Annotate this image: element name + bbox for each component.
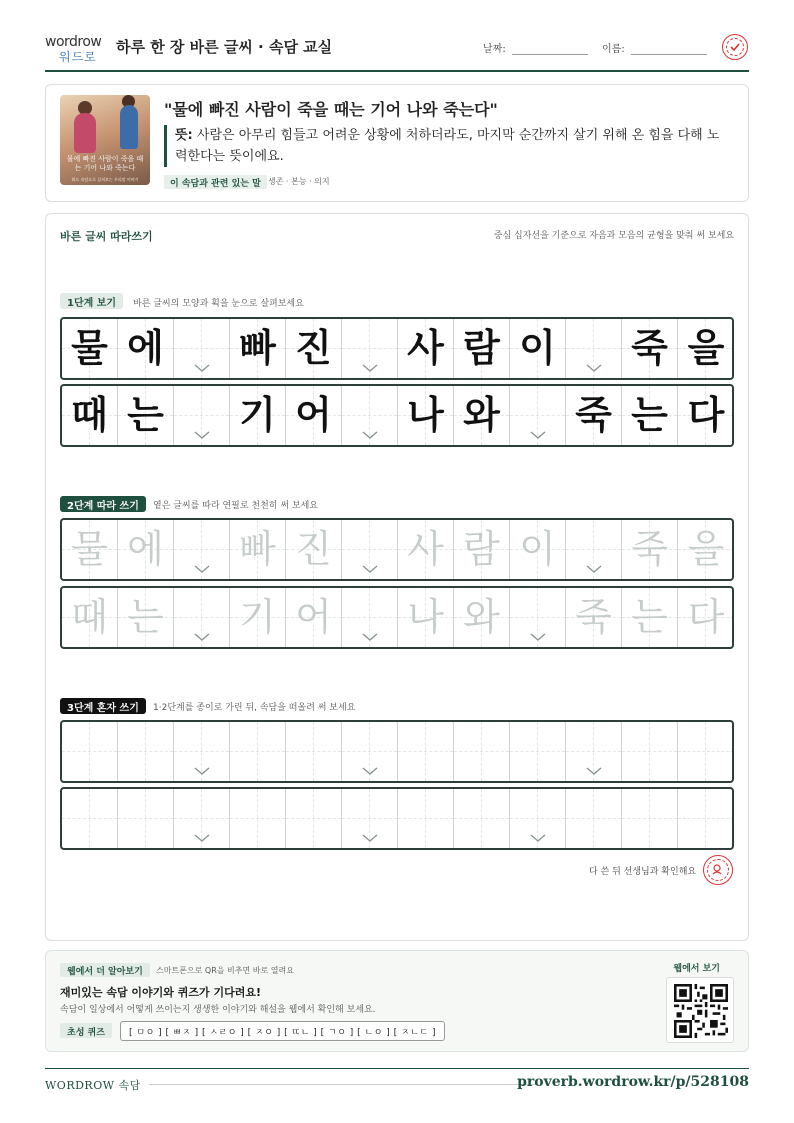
- writing-cell[interactable]: [118, 520, 174, 579]
- approval-stamp-icon: [722, 34, 748, 60]
- logo-korean: 워드로: [59, 50, 97, 64]
- writing-cell: [286, 386, 342, 445]
- syllable-glyph: 사: [407, 326, 444, 370]
- syllable-glyph: 진: [295, 326, 332, 370]
- space-mark-icon: [194, 564, 210, 574]
- writing-cell[interactable]: [174, 789, 230, 848]
- writing-cell: [286, 319, 342, 378]
- space-mark-icon: [530, 833, 546, 843]
- name-line: [631, 45, 707, 55]
- step2-row-1[interactable]: [60, 518, 734, 581]
- writing-cell[interactable]: [286, 789, 342, 848]
- writing-cell[interactable]: [342, 789, 398, 848]
- syllable-glyph: 을: [687, 326, 725, 370]
- writing-cell[interactable]: [622, 588, 678, 647]
- writing-cell[interactable]: [510, 722, 566, 781]
- syllable-glyph: 죽: [575, 595, 612, 639]
- syllable-glyph: 에: [127, 527, 164, 571]
- web-section: [45, 950, 749, 1052]
- illustration-caption: 물에 빠진 사람이 죽을 때는 기어 나와 죽는다: [66, 155, 144, 172]
- syllable-glyph: 다: [687, 393, 725, 437]
- writing-cell: [454, 386, 510, 445]
- writing-cell: [342, 386, 398, 445]
- date-label: 날짜:: [483, 44, 506, 55]
- syllable-glyph: 어: [295, 595, 332, 639]
- space-mark-icon: [194, 430, 210, 440]
- writing-cell[interactable]: [678, 520, 734, 579]
- syllable-glyph: 죽: [631, 326, 668, 370]
- writing-cell[interactable]: [342, 722, 398, 781]
- writing-cell: [174, 319, 230, 378]
- writing-cell: [510, 386, 566, 445]
- space-mark-icon: [194, 766, 210, 776]
- space-mark-icon: [362, 766, 378, 776]
- step1-row-2: [60, 384, 734, 447]
- writing-cell[interactable]: [230, 520, 286, 579]
- syllable-glyph: 는: [127, 393, 164, 437]
- writing-cell: [398, 319, 454, 378]
- syllable-glyph: 와: [463, 595, 500, 639]
- meaning-text: 사람은 아무리 힘들고 어려운 상황에 처하더라도, 마지막 순간까지 살기 위해 온 힘을 다해 노력한다는 뜻이에요.: [175, 128, 720, 164]
- footer-brand: WORDROW 속담: [45, 1079, 141, 1092]
- writing-cell[interactable]: [454, 722, 510, 781]
- space-mark-icon: [586, 766, 602, 776]
- writing-cell[interactable]: [454, 520, 510, 579]
- writing-cell[interactable]: [62, 789, 118, 848]
- wordrow-logo: [45, 34, 109, 66]
- practice-title: 바른 글씨 따라쓰기: [60, 230, 153, 243]
- syllable-glyph: 는: [631, 393, 668, 437]
- syllable-glyph: 나: [407, 595, 444, 639]
- syllable-glyph: 람: [463, 527, 500, 571]
- syllable-glyph: 기: [239, 393, 276, 437]
- writing-cell[interactable]: [286, 722, 342, 781]
- syllable-glyph: 물: [71, 527, 108, 571]
- writing-cell[interactable]: [566, 520, 622, 579]
- writing-cell[interactable]: [510, 588, 566, 647]
- syllable-glyph: 는: [631, 595, 668, 639]
- page-title: 하루 한 장 바른 글씨 · 속담 교실: [116, 38, 333, 56]
- practice-note: 중심 십자선을 기준으로 자음과 모음의 균형을 맞춰 써 보세요: [493, 231, 734, 241]
- step2-label: 2단계 따라 쓰기: [60, 496, 146, 512]
- qr-code-icon[interactable]: [666, 977, 734, 1043]
- writing-cell[interactable]: [454, 789, 510, 848]
- writing-cell[interactable]: [398, 520, 454, 579]
- syllable-glyph: 다: [687, 595, 725, 639]
- space-mark-icon: [530, 632, 546, 642]
- proverb-meaning: [164, 125, 724, 167]
- syllable-glyph: 기: [239, 595, 276, 639]
- teacher-check-note: 다 쓴 뒤 선생님과 확인해요: [589, 867, 697, 877]
- writing-cell[interactable]: [174, 520, 230, 579]
- syllable-glyph: 죽: [575, 393, 612, 437]
- writing-cell[interactable]: [342, 520, 398, 579]
- space-mark-icon: [194, 632, 210, 642]
- quiz-label: 초성 퀴즈: [60, 1023, 112, 1038]
- syllable-glyph: 죽: [631, 527, 668, 571]
- footer-url[interactable]: proverb.wordrow.kr/p/528108: [517, 1074, 749, 1090]
- space-mark-icon: [362, 564, 378, 574]
- syllable-glyph: 때: [71, 595, 108, 639]
- initial-consonant-quiz: [ ㅁㅇ ] [ ㅃㅈ ] [ ㅅㄹㅇ ] [ ㅈㅇ ] [ ㄸㄴ ] [ ㄱㅇ ] [ ㄴㅇ ] [ ㅈㄴㄷ ]: [120, 1021, 445, 1041]
- web-description: 속담이 일상에서 어떻게 쓰이는지 생생한 이야기와 해설을 웹에서 확인해 보세요.: [60, 1005, 376, 1015]
- writing-cell[interactable]: [510, 789, 566, 848]
- writing-cell: [230, 319, 286, 378]
- syllable-glyph: 와: [463, 393, 500, 437]
- syllable-glyph: 이: [519, 527, 556, 571]
- writing-cell: [230, 386, 286, 445]
- writing-cell: [678, 319, 734, 378]
- meaning-label: 뜻:: [175, 128, 193, 143]
- space-mark-icon: [194, 363, 210, 373]
- writing-cell[interactable]: [622, 722, 678, 781]
- syllable-glyph: 때: [71, 393, 108, 437]
- step3-row-1[interactable]: [60, 720, 734, 783]
- step1-label: 1단계 보기: [60, 293, 123, 309]
- writing-cell[interactable]: [622, 789, 678, 848]
- syllable-glyph: 에: [127, 326, 164, 370]
- step1-row-1: [60, 317, 734, 380]
- date-field[interactable]: [483, 40, 588, 55]
- writing-cell[interactable]: [230, 588, 286, 647]
- space-mark-icon: [362, 430, 378, 440]
- logo-wordmark: wordrow: [45, 34, 102, 50]
- syllable-glyph: 을: [687, 527, 725, 571]
- qr-code-graphic: [674, 984, 728, 1038]
- writing-cell[interactable]: [398, 588, 454, 647]
- writing-cell[interactable]: [286, 588, 342, 647]
- page-header: [45, 28, 749, 72]
- writing-cell: [622, 319, 678, 378]
- step3-row-2[interactable]: [60, 787, 734, 850]
- syllable-glyph: 어: [295, 393, 332, 437]
- space-mark-icon: [362, 363, 378, 373]
- writing-cell: [678, 386, 734, 445]
- step2-note: 옅은 글씨를 따라 연필로 천천히 써 보세요: [153, 501, 318, 511]
- writing-cell: [510, 319, 566, 378]
- page-footer: [45, 1068, 749, 1098]
- footer-divider: [149, 1084, 539, 1085]
- syllable-glyph: 이: [519, 326, 556, 370]
- writing-cell[interactable]: [286, 520, 342, 579]
- related-words: 생존 · 본능 · 의지: [268, 177, 330, 186]
- related-words-tag: 이 속담과 관련 있는 말: [164, 175, 267, 189]
- web-headline: 재미있는 속담 이야기와 퀴즈가 기다려요!: [60, 986, 261, 999]
- writing-cell: [342, 319, 398, 378]
- teacher-stamp-icon: [703, 855, 733, 885]
- writing-cell: [454, 319, 510, 378]
- writing-cell: [566, 319, 622, 378]
- space-mark-icon: [530, 430, 546, 440]
- web-label: 웹에서 더 알아보기: [60, 963, 150, 977]
- space-mark-icon: [194, 833, 210, 843]
- syllable-glyph: 나: [407, 393, 444, 437]
- writing-cell[interactable]: [342, 588, 398, 647]
- syllable-glyph: 사: [407, 527, 444, 571]
- syllable-glyph: 람: [463, 326, 500, 370]
- writing-cell: [62, 386, 118, 445]
- writing-cell[interactable]: [678, 588, 734, 647]
- name-label: 이름:: [602, 44, 625, 55]
- syllable-glyph: 진: [295, 527, 332, 571]
- syllable-glyph: 물: [71, 326, 108, 370]
- writing-cell[interactable]: [566, 588, 622, 647]
- writing-cell: [566, 386, 622, 445]
- syllable-glyph: 빠: [239, 527, 276, 571]
- space-mark-icon: [586, 363, 602, 373]
- writing-cell[interactable]: [230, 789, 286, 848]
- writing-cell[interactable]: [62, 722, 118, 781]
- illustration-subcaption: 워드 속담으로 살펴보는 우리말 이야기: [71, 177, 139, 182]
- writing-cell[interactable]: [398, 722, 454, 781]
- step3-label: 3단계 혼자 쓰기: [60, 698, 146, 714]
- syllable-glyph: 는: [127, 595, 164, 639]
- writing-cell[interactable]: [678, 789, 734, 848]
- writing-cell: [118, 319, 174, 378]
- writing-cell[interactable]: [566, 789, 622, 848]
- space-mark-icon: [362, 833, 378, 843]
- writing-cell[interactable]: [510, 520, 566, 579]
- writing-cell: [174, 386, 230, 445]
- writing-cell[interactable]: [118, 588, 174, 647]
- step1-note: 바른 글씨의 모양과 획을 눈으로 살펴보세요: [133, 299, 304, 309]
- proverb-card: [45, 84, 749, 202]
- writing-cell[interactable]: [118, 722, 174, 781]
- step3-note: 1·2단계를 종이로 가린 뒤, 속담을 떠올려 써 보세요: [153, 703, 356, 713]
- step2-row-2[interactable]: [60, 586, 734, 649]
- writing-cell[interactable]: [454, 588, 510, 647]
- writing-cell: [398, 386, 454, 445]
- date-line: [512, 45, 588, 55]
- web-label-note: 스마트폰으로 QR을 비추면 바로 열려요: [156, 966, 294, 975]
- name-field[interactable]: [602, 40, 707, 55]
- qr-label: 웹에서 보기: [673, 964, 720, 974]
- writing-cell[interactable]: [174, 722, 230, 781]
- proverb-illustration: [60, 95, 150, 185]
- writing-cell[interactable]: [622, 520, 678, 579]
- space-mark-icon: [362, 632, 378, 642]
- writing-cell[interactable]: [230, 722, 286, 781]
- writing-cell[interactable]: [678, 722, 734, 781]
- writing-cell: [622, 386, 678, 445]
- proverb-quote: "물에 빠진 사람이 죽을 때는 기어 나와 죽는다": [164, 100, 498, 119]
- writing-cell[interactable]: [398, 789, 454, 848]
- space-mark-icon: [586, 564, 602, 574]
- writing-cell[interactable]: [62, 520, 118, 579]
- writing-cell[interactable]: [566, 722, 622, 781]
- syllable-glyph: 빠: [239, 326, 276, 370]
- writing-cell: [118, 386, 174, 445]
- writing-cell[interactable]: [62, 588, 118, 647]
- writing-cell[interactable]: [174, 588, 230, 647]
- writing-cell: [62, 319, 118, 378]
- writing-cell[interactable]: [118, 789, 174, 848]
